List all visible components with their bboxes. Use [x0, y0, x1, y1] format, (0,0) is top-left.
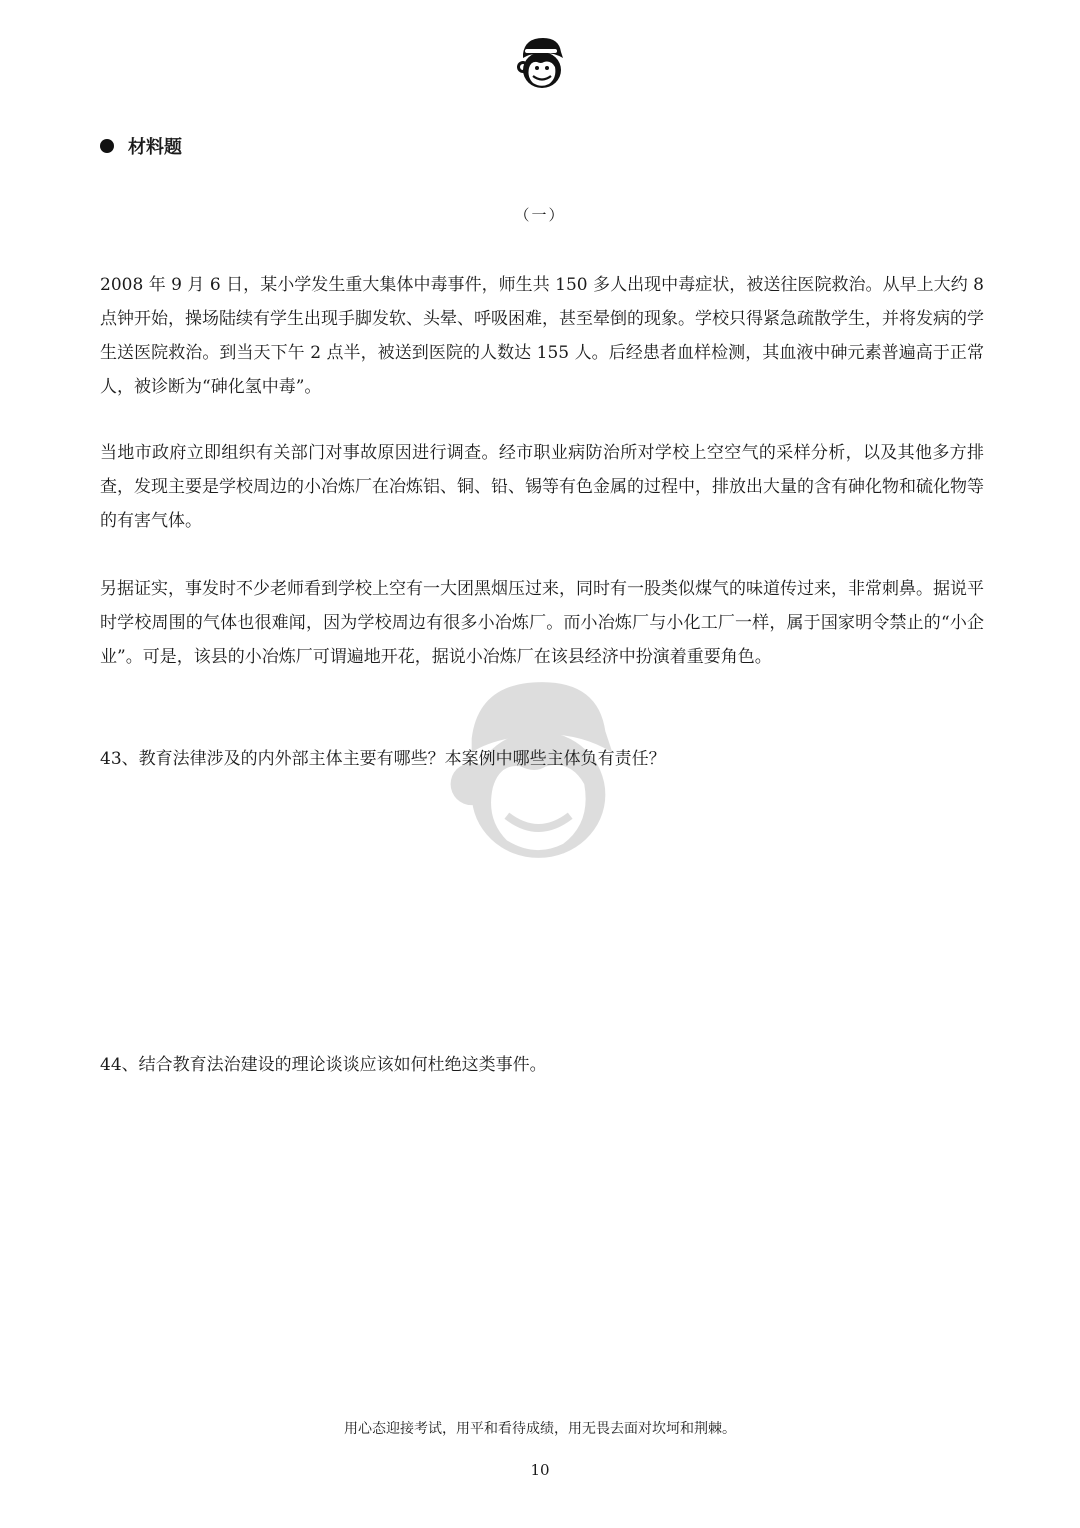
- question-43: 43、教育法律涉及的内外部主体主要有哪些？本案例中哪些主体负有责任？: [100, 749, 666, 769]
- section-heading: [100, 133, 182, 159]
- material-paragraph-1: 2008 年 9 月 6 日，某小学发生重大集体中毒事件，师生共 150 多人出现中毒症状，被送往医院救治。从早上大约 8 点钟开始，操场陆续有学生出现手脚发软、头晕、呼吸困难，甚至晕倒的现象。学校只得紧急疏散学生，并将发病的学生送医院救治。到当天下午 2 点半，被送到医院的人数达 155 人。后经患者血样检测，其血液中砷元素普遍高于正常人，被诊断为“砷化氢中毒”。: [100, 275, 984, 397]
- page-number: 10: [530, 1461, 550, 1479]
- monkey-mascot-icon: [513, 34, 569, 92]
- footer-motto: 用心态迎接考试，用平和看待成绩，用无畏去面对坎坷和荆棘。: [344, 1421, 736, 1437]
- part-label: （一）: [514, 206, 566, 224]
- material-paragraph-3: 另据证实，事发时不少老师看到学校上空有一大团黑烟压过来，同时有一股类似煤气的味道传过来，非常刺鼻。据说平时学校周围的气体也很难闻，因为学校周边有很多小冶炼厂。而小冶炼厂与小化工厂一样，属于国家明令禁止的“小企业”。可是，该县的小冶炼厂可谓遍地开花，据说小冶炼厂在该县经济中扮演着重要角色。: [100, 579, 984, 667]
- bullet-icon: [100, 139, 114, 153]
- section-title: 材料题: [128, 137, 182, 158]
- material-paragraph-2: 当地市政府立即组织有关部门对事故原因进行调查。经市职业病防治所对学校上空空气的采样分析，以及其他多方排查，发现主要是学校周边的小冶炼厂在冶炼铝、铜、铅、锡等有色金属的过程中，排放出大量的含有砷化物和硫化物等的有害气体。: [100, 443, 984, 531]
- question-44: 44、结合教育法治建设的理论谈谈应该如何杜绝这类事件。: [100, 1055, 547, 1075]
